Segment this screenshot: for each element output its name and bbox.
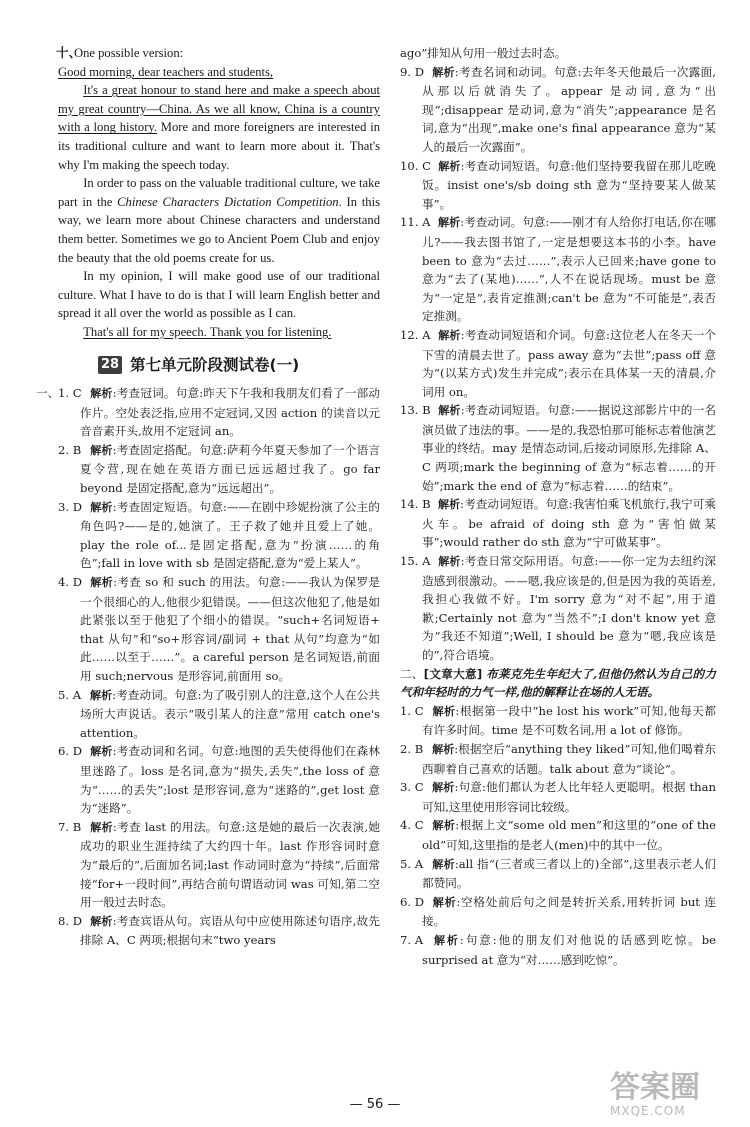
analysis-label: 解析 <box>90 387 113 401</box>
answer-text: :考查动词和名词。句意:地图的丢失使得他们在森林里迷路了。loss 是名词,意为“损失,丢失”,the loss of 意为“……的丢失”;lost 是形容词,意为“迷路的”,get lost 意为“迷路”。 <box>80 744 380 816</box>
answer-number: 4. D <box>58 575 83 590</box>
answer-list-section-1-cont <box>400 63 716 665</box>
analysis-label: 解析 <box>438 328 461 342</box>
essay-greeting: Good morning, dear teachers and students, <box>58 64 274 79</box>
answer-number: 3. D <box>58 499 83 514</box>
answer-text: :考查动词。句意:为了吸引别人的注意,这个人在公共场所大声说话。表示“吸引某人的注意”常用 catch one's attention。 <box>80 687 381 740</box>
analysis-label: 解析 <box>438 216 461 230</box>
answer-text: :根据空后“anything they liked”可知,他们喝着东西聊着自己喜欢的话题。talk about 意为“谈论”。 <box>422 741 717 776</box>
analysis-label: 解析 <box>90 745 113 759</box>
answer-number: 2. B <box>58 442 82 457</box>
essay-heading: 十、 One possible version: <box>58 44 380 63</box>
answer-item <box>400 702 716 740</box>
answer-item <box>58 686 380 743</box>
answer-item <box>400 893 716 931</box>
analysis-label: 解析 <box>438 159 461 173</box>
answer-text: :考查名词和动词。句意:去年冬天他最后一次露面,从那以后就消失了。appear 是动词,意为“出现”;disappear 是动词,意为“消失”;appearance 是名词,意为“出现”,make one's final appearance 意为“某人的最后一次露面”。 <box>422 64 717 154</box>
watermark-logo: 答案圈 MXQE.COM <box>610 1070 700 1118</box>
answer-text: :考查动词短语和介词。句意:这位老人在冬天一个下雪的清晨去世了。pass away 意为“去世”;pass off 意为“(以某方式)发生并完成”;表示在具体某一天的清晨,介词用 on。 <box>422 327 716 399</box>
analysis-label: 解析 <box>432 65 455 79</box>
answer-number: 7. B <box>58 819 82 834</box>
answer-text: :考查动词短语。句意:——据说这部影片中的一名演员做了违法的事。——是的,我恐怕那可能标志着他演艺事业的终结。may 是情态动词,后接动词原形,先排除 A、C 两项;mark the beginning of 意为“标志着……的开始”;mark the end of 意为“标志着……的结束”。 <box>422 403 716 493</box>
answer-item <box>58 818 380 912</box>
answer-number: 12. A <box>400 327 431 342</box>
analysis-label: 解析 <box>90 688 113 702</box>
answer-text: :根据第一段中“he lost his work”可知,他每天都有许多时间。time 是不可数名词,用 a lot of 修饰。 <box>422 703 716 738</box>
answer-item <box>400 740 716 778</box>
answer-item <box>400 816 716 854</box>
analysis-label: 解析 <box>432 742 455 756</box>
essay-section <box>58 44 380 342</box>
answer-text: :句意:他的朋友们对他说的话感到吃惊。be surprised at 意为“对……感到吃惊”。 <box>422 932 716 967</box>
analysis-label: 解析 <box>432 857 455 871</box>
essay-paragraph-2: In order to pass on the valuable traditional culture, we take part in the Chinese Characters Dictation Competition. In this way, we learn more about Chinese characters and understand them better. Sometimes we go to Ancient Poem Club and enjoy the beauty that the old poems create for us. <box>58 176 380 265</box>
answer-number: 13. B <box>400 403 431 418</box>
answer-text: :根据上文“some old men”和这里的“one of the old”可知,这里指的是老人(men)中的其中一位。 <box>422 818 717 852</box>
answer-number: 5. A <box>58 687 82 702</box>
answer-number: 4. C <box>400 818 424 833</box>
analysis-label: 解析 <box>438 555 461 569</box>
analysis-label: 解析 <box>432 781 455 795</box>
answer-text: :考查动词短语。句意:他们坚持要我留在那儿吃晚饭。insist one's/sb doing sth 意为“坚持要某人做某事”。 <box>422 158 716 211</box>
answer-list-section-2 <box>400 702 716 969</box>
analysis-label: 解析 <box>90 443 113 457</box>
answer-text: :考查固定短语。句意:——在剧中珍妮扮演了公主的角色吗?——是的,她演了。王子救了她并且爱上了她。play the role of...是固定搭配,意为“扮演……的角色”;fall in love with sb 是固定搭配,意为“爱上某人”。 <box>80 499 380 571</box>
answer-number: 10. C <box>400 158 431 173</box>
answer-item <box>400 213 716 326</box>
continued-explanation: ago”排知从句用一般过去时态。 <box>400 46 567 60</box>
answer-text: :考查动词短语。句意:我害怕乘飞机旅行,我宁可乘火车。be afraid of doing sth 意为“害怕做某事”;would rather do sth 意为“宁可做某事”。 <box>422 497 717 550</box>
answer-item <box>58 498 380 573</box>
answer-text: :句意:他们都认为老人比年轻人更聪明。根据 than 可知,这里使用形容词比较级。 <box>422 780 716 814</box>
answer-item <box>400 931 716 969</box>
section-number: 十、 <box>56 45 82 60</box>
answer-item <box>400 326 716 401</box>
answer-text: :all 指“(三者或三者以上的)全部”,这里表示老人们都赞同。 <box>422 856 717 891</box>
answer-number: 7. A <box>400 932 424 947</box>
answer-number: 6. D <box>400 894 425 909</box>
section-label: 一、 <box>36 386 60 401</box>
analysis-label: 解析 <box>90 500 113 514</box>
answer-number: 3. C <box>400 780 424 795</box>
answer-item <box>58 573 380 686</box>
answer-item <box>58 441 380 498</box>
unit-title-text: 第七单元阶段测试卷(一) <box>130 355 300 374</box>
analysis-label: 解析 <box>90 576 114 590</box>
answer-text: :考查冠词。句意:昨天下午我和我朋友们看了一部动作片。空处表泛指,应用不定冠词,又因 action 的读音以元音音素开头,故用不定冠词 an。 <box>80 386 380 439</box>
answer-number: 2. B <box>400 741 424 756</box>
answer-item <box>58 912 380 950</box>
answer-text: :考查 so 和 such 的用法。句意:——我认为保罗是一个很细心的人,他很少犯错误。——但这次他犯了,他是如此紧张以至于他犯了个细小的错误。“such+名词短语+ that 从句”和“so+形容词/副词 + that 从句”均意为“如此……以至于……”。a careful person 是名词短语,前面用 such;nervous 是形容词,前面用 so。 <box>80 575 381 683</box>
answer-text: :考查固定搭配。句意:萨莉今年夏天参加了一个语言夏令营,现在她在英语方面已远远超过我了。go far beyond 是固定搭配,意为“远远超出”。 <box>80 442 380 496</box>
answer-number: 14. B <box>400 497 431 512</box>
answer-number: 9. D <box>400 64 425 79</box>
analysis-label: 解析 <box>90 820 113 834</box>
analysis-label: 解析 <box>432 819 456 833</box>
answer-number: 1. C <box>400 703 424 718</box>
answer-number: 8. D <box>58 913 83 928</box>
answer-item <box>400 855 716 893</box>
analysis-label: 解析 <box>438 498 461 512</box>
section-2-summary: 二、[文章大意] 布莱克先生年纪大了,但他仍然认为自己的力气和年轻时的力气一样,他的解释让在场的人无语。 <box>400 666 716 700</box>
answer-text: :考查日常交际用语。句意:——你一定为去纽约深造感到很激动。——嗯,我应该是的,但是因为我的英语差,我担心我做不好。I'm sorry 意为“对不起”,用于道歉;Certainly not 意为“当然不”;I don't know yet 意为“我还不知道”;Well, I should be 意为“嗯,我应该是的”,符合语境。 <box>422 554 716 662</box>
essay-paragraph-3: In my opinion, I will make good use of our traditional culture. What I have to do is that I will learn English better and spread it all over the world as possible as I can. <box>58 269 380 321</box>
answer-number: 6. D <box>58 744 83 759</box>
analysis-label: 解析 <box>432 933 460 947</box>
left-column <box>36 44 381 950</box>
answer-text: :考查 last 的用法。句意:这是她的最后一次表演,她成功的职业生涯持续了大约四十年。last 作形容词时意为“最后的”,后面加名词;last 作动词时意为“持续”,后面常接“for+一段时间”,再结合前句谓语动词 was 可知,第二空用一般过去时态。 <box>80 819 381 910</box>
answer-item <box>58 742 380 817</box>
analysis-label: 解析 <box>90 914 113 928</box>
unit-title <box>98 356 380 375</box>
answer-text: :考查动词。句意:——刚才有人给你打电话,你在哪儿?——我去图书馆了,一定是想要这本书的小李。have been to 意为“去过……”,表示人已回来;have gone to 意为“去了(某地)……”,人不在说话现场。must be 意为“一定是”,表肯定推测;can't be 意为“不可能是”,表否定推测。 <box>422 215 717 324</box>
answer-item <box>400 157 716 214</box>
answer-item <box>400 495 716 552</box>
analysis-label: 解析 <box>432 895 457 909</box>
analysis-label: 解析 <box>432 704 456 718</box>
unit-badge: 28 <box>98 356 122 374</box>
right-column <box>400 44 716 969</box>
answer-item <box>400 778 716 816</box>
essay-paragraph-1: It's a great honour to stand here and make a speech about my great country—China. As we all know, China is a country with a long history. More and more foreigners are interested in its traditional culture and want to learn more about it. That's why I'm making the speech today. <box>58 83 380 172</box>
essay-closing: That's all for my speech. Thank you for listening. <box>83 324 332 339</box>
answer-number: 5. A <box>400 856 424 871</box>
answer-number: 15. A <box>400 554 431 569</box>
answer-item <box>36 384 380 441</box>
answer-text: :考查宾语从句。宾语从句中应使用陈述句语序,故先排除 A、C 两项;根据句末“two years <box>80 913 381 948</box>
answer-text: :空格处前后句之间是转折关系,用转折词 but 连接。 <box>422 894 717 929</box>
answer-number: 11. A <box>400 215 431 230</box>
answer-item <box>400 552 716 665</box>
page-number: — 56 — <box>349 1097 401 1112</box>
answer-item <box>400 63 716 157</box>
answer-list-section-1 <box>36 384 381 950</box>
analysis-label: 解析 <box>438 404 461 418</box>
answer-number: 1. C <box>58 386 82 401</box>
answer-item <box>400 401 716 495</box>
